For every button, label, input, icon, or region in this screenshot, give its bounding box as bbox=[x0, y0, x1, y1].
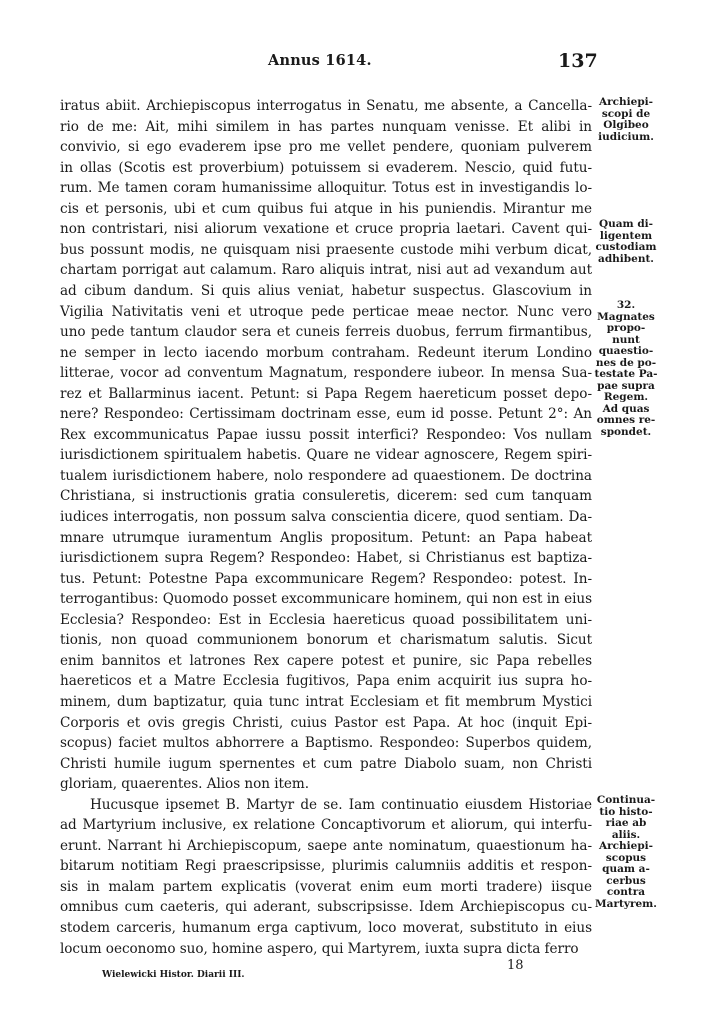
margin-note-line: Continua- bbox=[596, 794, 656, 806]
text-line: omnibus cum caeteris, qui aderant, subscripsisse. Idem Archiepiscopus cu- bbox=[60, 899, 592, 916]
margin-note-line: custodiam bbox=[595, 241, 657, 253]
margin-note bbox=[594, 795, 658, 910]
text-line: haereticos et a Matre Ecclesia fugitivos, Papa enim acquirit ius supra ho- bbox=[60, 673, 592, 690]
text-line: uno pede tantum claudor sera et cuneis ferreis duobus, ferrum firmantibus, bbox=[60, 324, 592, 341]
margin-note-line: Magnates bbox=[597, 310, 655, 323]
text-line: tualem iurisdictionem habere, nolo respondere ad quaestionem. De doctrina bbox=[60, 467, 592, 484]
margin-note-line: Regem. bbox=[603, 391, 649, 403]
margin-note-line: Olgibeo bbox=[603, 119, 649, 131]
margin-note-line: aliis. bbox=[611, 828, 641, 841]
text-line: tus. Petunt: Potestne Papa excommunicare Regem? Respondeo: potest. In- bbox=[60, 570, 592, 587]
text-line: gloriam, quaerentes. Alios non item. bbox=[60, 776, 310, 793]
text-line: mnare utrumque iuramentum Anglis propositum. Petunt: an Papa habeat bbox=[60, 529, 592, 546]
text-line: Ecclesia? Respondeo: Est in Ecclesia haereticus quoad possibilitatem uni- bbox=[60, 611, 592, 628]
margin-note-line: adhibent. bbox=[598, 252, 654, 265]
margin-note-line: Martyrem. bbox=[595, 897, 657, 910]
margin-note-line: propo- bbox=[606, 322, 646, 334]
margin-note-line: contra bbox=[606, 886, 646, 898]
margin-note-line: spondet. bbox=[600, 425, 652, 438]
margin-note-line: tio histo- bbox=[599, 805, 653, 818]
text-line: minem, dum baptizatur, quia tunc intrat Ecclesiam et fit membrum Mystici bbox=[60, 693, 592, 710]
footer-source: Wielewicki Histor. Diarii III. bbox=[102, 970, 245, 980]
text-line: rez et Ballarminus iacent. Petunt: si Papa Regem haereticum posset depo- bbox=[60, 385, 592, 402]
page-number: 137 bbox=[558, 50, 598, 72]
text-line: convivio, si ego evaderem ipse pro me vellet pendere, quoniam pulverem bbox=[60, 139, 592, 156]
text-line: ne semper in lecto iacendo morbum contraham. Redeunt iterum Londino bbox=[60, 344, 592, 361]
text-line: rum. Me tamen coram humanissime alloquitur. Totus est in investigandis lo- bbox=[60, 180, 592, 197]
margin-note-line: Archiepi- bbox=[598, 840, 654, 852]
text-line: Christiana, si instructionis gratia consuleretis, dicerem: sed cum tanquam bbox=[60, 488, 592, 505]
text-line: Rex excommunicatus Papae iussu possit interfici? Respondeo: Vos nullam bbox=[60, 426, 592, 443]
text-line: iudices interrogatis, non possum salva conscientia dicere, quod sentiam. Da- bbox=[60, 509, 592, 525]
text-line: enim bannitos et latrones Rex capere potest et punire, sic Papa rebelles bbox=[60, 652, 592, 669]
signature-mark: 18 bbox=[507, 958, 524, 973]
text-line: Vigilia Nativitatis veni et utroque pede perticae meae nector. Nunc vero bbox=[60, 303, 592, 320]
margin-note bbox=[594, 300, 658, 438]
text-line: Christi humile iugum spernentes et cum patre Diabolo suam, non Christi bbox=[60, 755, 592, 772]
margin-note-line: Ad quas bbox=[602, 402, 650, 415]
text-line: bus possunt modis, ne quisquam nisi praesente custode mihi verbum dicat, bbox=[60, 241, 592, 258]
text-line: locum oeconomo suo, homine aspero, qui Martyrem, iuxta supra dicta ferro bbox=[60, 940, 579, 957]
text-line: scopus) faciet multos abhorrere a Baptismo. Respondeo: Superbos quidem, bbox=[60, 735, 592, 752]
margin-note-line: scopi de bbox=[601, 107, 651, 120]
margin-note-line: iudicium. bbox=[598, 130, 654, 143]
margin-note-line: scopus bbox=[605, 851, 647, 864]
margin-note-line: Quam di- bbox=[598, 218, 654, 230]
margin-note-line: riae ab bbox=[605, 817, 647, 829]
text-line: ad cibum dandum. Si quis alius veniat, habetur suspectus. Glascovium in bbox=[60, 282, 592, 299]
margin-note-line: testate Pa- bbox=[594, 368, 658, 380]
margin-note bbox=[594, 97, 658, 143]
text-line: non contristari, nisi aliorum vexatione et cruce propria laetari. Cavent qui- bbox=[60, 221, 592, 238]
text-line: Corporis et ovis gregis Christi, cuius Pastor est Papa. At hoc (inquit Epi- bbox=[60, 714, 592, 731]
text-line: iurisdictionem spiritualem habetis. Quare ne videar agnoscere, Regem spiri- bbox=[60, 447, 592, 464]
text-line: Hucusque ipsemet B. Martyr de se. Iam continuatio eiusdem Historiae bbox=[90, 796, 592, 813]
text-line: ad Martyrium inclusive, ex relatione Concaptivorum et aliorum, qui interfu- bbox=[60, 817, 592, 834]
margin-note-line: omnes re- bbox=[596, 414, 656, 426]
text-line: litterae, vocor ad conventum Magnatum, respondere iubeor. In mensa Sua- bbox=[60, 365, 592, 382]
text-line: terrogantibus: Quomodo posset excommunicare hominem, qui non est in eius bbox=[60, 591, 592, 608]
margin-note-line: Archiepi- bbox=[598, 96, 654, 108]
text-line: bitarum notitiam Regi praescripsisse, plurimis calumniis additis et respon- bbox=[60, 858, 592, 875]
margin-note-line: nes de po- bbox=[595, 356, 657, 369]
text-line: iratus abiit. Archiepiscopus interrogatus in Senatu, me absente, a Cancella- bbox=[60, 98, 592, 114]
text-line: sis in malam partem explicatis (voverat enim eum morti tradere) iisque bbox=[60, 878, 592, 895]
text-line: iurisdictionem supra Regem? Respondeo: Habet, si Christianus est baptiza- bbox=[60, 550, 592, 567]
running-header-title: Annus 1614. bbox=[268, 52, 372, 69]
text-line: cis et personis, ubi et cum quibus fui atque in his puniendis. Mirantur me bbox=[60, 200, 592, 217]
margin-note bbox=[594, 219, 658, 265]
text-line: in ollas (Scotis est proverbium) potuissem si evaderem. Nescio, quid futu- bbox=[60, 159, 592, 176]
margin-note-line: quam a- bbox=[602, 863, 650, 875]
text-line: rio de me: Ait, mihi similem in has partes nunquam venisse. Et alibi in bbox=[60, 118, 592, 135]
text-line: stodem carceris, humanum erga captivum, loco moverat, substituto in eius bbox=[60, 920, 592, 936]
margin-note-line: 32. bbox=[616, 299, 636, 311]
text-line: tionis, non quoad communionem bonorum et charismatum salutis. Sicut bbox=[60, 632, 592, 649]
margin-note-line: pae supra bbox=[597, 379, 655, 392]
text-line: chartam porrigat aut calamum. Raro aliquis intrat, nisi aut ad vexandum aut bbox=[60, 262, 592, 279]
margin-note-line: quaestio- bbox=[598, 345, 654, 357]
margin-note-line: nunt bbox=[612, 333, 640, 346]
text-line: nere? Respondeo: Certissimam doctrinam esse, eum id posse. Petunt 2°: An bbox=[60, 406, 592, 423]
margin-note-line: cerbus bbox=[606, 874, 646, 887]
text-line: erunt. Narrant hi Archiepiscopum, saepe ante nominatum, quaestionum ha- bbox=[60, 837, 592, 854]
margin-note-line: ligentem bbox=[599, 229, 653, 242]
